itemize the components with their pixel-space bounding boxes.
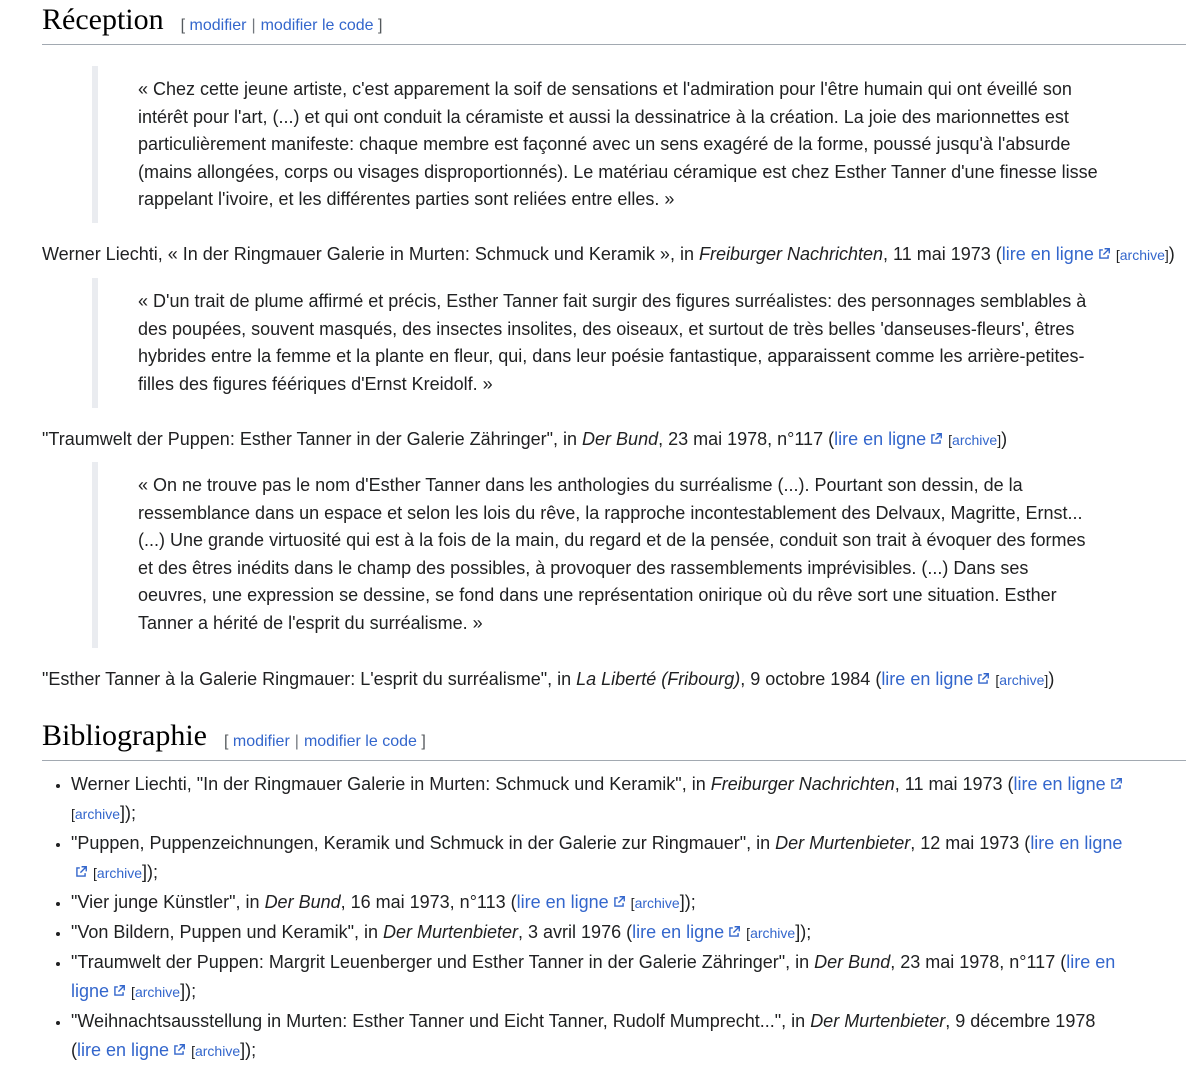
bibliography-item xyxy=(71,1007,1130,1066)
bibliography-edit-link[interactable]: modifier xyxy=(232,733,290,750)
citation-2-archive: [archive] xyxy=(948,432,1002,448)
bib-item-read-online-label: lire en ligne xyxy=(71,952,1116,1001)
bib-item-end: ]); xyxy=(679,892,696,912)
bib-item-read-online-link[interactable] xyxy=(632,922,741,942)
citation-3-date: , 9 octobre 1984 ( xyxy=(740,669,882,689)
bib-item-read-online-label: lire en ligne xyxy=(516,892,609,912)
bib-item-date: , 16 mai 1973, n°113 ( xyxy=(340,892,517,912)
citation-3-archive: [archive] xyxy=(995,672,1049,688)
citation-3-end: ) xyxy=(1048,669,1055,689)
bib-item-read-online-link[interactable] xyxy=(517,892,626,912)
external-link-icon xyxy=(929,432,943,446)
citation-2-source: Der Bund xyxy=(582,429,659,449)
citation-3 xyxy=(42,666,1054,694)
bib-item-read-online-label: lire en ligne xyxy=(77,1040,170,1060)
citation-1-archive: [archive] xyxy=(1115,247,1169,263)
external-link-icon xyxy=(112,984,126,998)
bib-item-archive-link[interactable]: archive xyxy=(634,895,680,911)
bib-item-text: "Traumwelt der Puppen: Margrit Leuenberger und Esther Tanner in der Galerie Zähringer", in xyxy=(71,952,815,972)
citation-1-read-online-label: lire en ligne xyxy=(1001,244,1094,264)
bib-item-archive-link[interactable]: archive xyxy=(134,984,181,1000)
bib-item-read-online-label: lire en ligne xyxy=(1013,774,1106,794)
blockquote-2-text: « D'un trait de plume affirmé et précis, Esther Tanner fait surgir des figures surréalistes: des personnages semblables à des poupées, souvent masqués, des insectes insolites, des oiseaux, et surtout de très belles 'danseuses-fleurs', êtres hybrides entre la femme et la plante en fleur, qui, dans leur poésie fantastique, apparaissent comme les arrière-petites-filles des figures féériques d'Ernst Kreidolf. » xyxy=(138,291,1087,394)
bib-item-date: , 3 avril 1976 ( xyxy=(518,922,633,942)
bib-item-end: ]); xyxy=(795,922,812,942)
bib-item-read-online-label: lire en ligne xyxy=(1030,833,1123,853)
citation-1 xyxy=(42,241,1175,269)
external-link-icon xyxy=(74,865,88,879)
bib-item-text: "Vier junge Künstler", in xyxy=(71,892,265,912)
blockquote-3 xyxy=(92,462,1100,648)
bib-item-date: , 11 mai 1973 ( xyxy=(894,774,1014,794)
bibliography-item xyxy=(71,829,1130,888)
citation-2-date: , 23 mai 1978, n°117 ( xyxy=(658,429,835,449)
reception-title: Réception xyxy=(42,3,164,36)
blockquote-2 xyxy=(92,278,1100,408)
citation-1-text: Werner Liechti, « In der Ringmauer Galerie in Murten: Schmuck und Keramik », in xyxy=(42,244,699,264)
bib-item-end: ]); xyxy=(120,803,137,823)
bib-item-date: , 12 mai 1973 ( xyxy=(910,833,1031,853)
citation-3-read-online-link[interactable] xyxy=(881,669,990,689)
bib-item-archive: [archive xyxy=(746,925,796,941)
bib-item-text: Werner Liechti, "In der Ringmauer Galerie in Murten: Schmuck und Keramik", in xyxy=(71,774,711,794)
bibliography-heading xyxy=(42,716,1186,761)
bib-item-archive: [archive xyxy=(131,984,181,1000)
citation-2-archive-link[interactable]: archive xyxy=(952,432,998,448)
citation-2 xyxy=(42,426,1007,454)
bib-item-source: Der Murtenbieter xyxy=(382,922,519,942)
bib-item-source: Der Bund xyxy=(264,892,341,912)
blockquote-3-text: « On ne trouve pas le nom d'Esther Tanner dans les anthologies du surréalisme (...). Pourtant son dessin, de la ressemblance dans un espace et selon les lois du rêve, la rapproche incontestablement des Delvaux, Magritte, Ernst... (...) Une grande virtuosité qui est à la fois de la main, du regard et de la pensée, conduit son trait à évoquer des formes et des êtres inédits dans le champ des possibles, à provoquer des rassemblements imprévisibles. (...) Dans ses oeuvres, une expression se dessine, se fond dans une représentation onirique où du rêve sort une situation. Esther Tanner a hérité de l'esprit du surréalisme. » xyxy=(138,475,1086,633)
bib-item-archive-link[interactable]: archive xyxy=(96,865,143,881)
bib-item-archive: [archive xyxy=(93,865,143,881)
bib-item-source: Freiburger Nachrichten xyxy=(710,774,895,794)
bib-item-archive-link[interactable]: archive xyxy=(194,1043,241,1059)
bibliography-list xyxy=(42,770,1130,1066)
bibliography-edit-code-link[interactable]: modifier le code xyxy=(303,733,417,750)
bib-item-read-online-link[interactable] xyxy=(1014,774,1123,794)
reception-edit-link[interactable]: modifier xyxy=(189,17,247,34)
citation-2-text: "Traumwelt der Puppen: Esther Tanner in der Galerie Zähringer", in xyxy=(42,429,583,449)
bib-item-archive: [archive xyxy=(71,806,121,822)
bib-item-source: Der Bund xyxy=(814,952,891,972)
reception-edit-code-link[interactable]: modifier le code xyxy=(260,17,374,34)
blockquote-1-text: « Chez cette jeune artiste, c'est apparement la soif de sensations et l'admiration pour l'être humain qui ont éveillé son intérêt pour l'art, (...) et qui ont conduit la céramiste et aussi la dessinatrice à la création. La joie des marionnettes est particulièrement manifeste: chaque membre est façonné avec un sens exagéré de la forme, poussé jusqu'à l'absurde (mains allongées, corps ou visages disproportionnés). Le matériau céramique est chez Esther Tanner d'une finesse lisse rappelant l'ivoire, et les différentes parties sont reliées entre elles. » xyxy=(138,79,1098,210)
reception-edit-section: [ modifier | modifier le code ] xyxy=(180,17,383,34)
bibliography-item xyxy=(71,770,1130,829)
bib-item-archive: [archive xyxy=(630,895,680,911)
external-link-icon xyxy=(172,1043,186,1057)
bib-item-text: "Weihnachtsausstellung in Murten: Esther Tanner und Eicht Tanner, Rudolf Mumprecht...", in xyxy=(71,1011,811,1031)
bibliography-edit-section: [ modifier | modifier le code ] xyxy=(223,733,426,750)
citation-3-text: "Esther Tanner à la Galerie Ringmauer: L'esprit du surréalisme", in xyxy=(42,669,577,689)
citation-2-end: ) xyxy=(1001,429,1008,449)
bib-item-end: ]); xyxy=(180,981,197,1001)
bib-item-read-online-label: lire en ligne xyxy=(632,922,725,942)
citation-3-read-online-label: lire en ligne xyxy=(881,669,974,689)
bib-item-archive: [archive xyxy=(191,1043,241,1059)
blockquote-1 xyxy=(92,66,1100,223)
bib-item-text: "Puppen, Puppenzeichnungen, Keramik und Schmuck in der Galerie zur Ringmauer", in xyxy=(71,833,776,853)
bib-item-end: ]); xyxy=(142,862,159,882)
citation-1-date: , 11 mai 1973 ( xyxy=(883,244,1002,264)
bib-item-source: Der Murtenbieter xyxy=(775,833,911,853)
bib-item-date: , 23 mai 1978, n°117 ( xyxy=(890,952,1067,972)
bibliography-item xyxy=(71,948,1130,1007)
bib-item-archive-link[interactable]: archive xyxy=(750,925,796,941)
citation-1-archive-link[interactable]: archive xyxy=(1119,247,1165,263)
citation-2-read-online-link[interactable] xyxy=(834,429,943,449)
bib-item-archive-link[interactable]: archive xyxy=(74,806,121,822)
external-link-icon xyxy=(1097,247,1111,261)
bib-item-source: Der Murtenbieter xyxy=(810,1011,946,1031)
citation-1-end: ) xyxy=(1168,244,1175,264)
citation-1-read-online-link[interactable] xyxy=(1002,244,1111,264)
citation-3-archive-link[interactable]: archive xyxy=(999,672,1045,688)
external-link-icon xyxy=(976,672,990,686)
citation-1-source: Freiburger Nachrichten xyxy=(698,244,884,264)
citation-2-read-online-label: lire en ligne xyxy=(834,429,927,449)
bibliography-item xyxy=(71,888,1130,918)
bib-item-read-online-link[interactable] xyxy=(77,1040,186,1060)
reception-heading xyxy=(42,0,1186,45)
bib-item-text: "Von Bildern, Puppen und Keramik", in xyxy=(71,922,383,942)
external-link-icon xyxy=(612,895,626,909)
citation-3-source: La Liberté (Fribourg) xyxy=(576,669,741,689)
bib-item-end: ]); xyxy=(240,1040,257,1060)
bibliography-title: Bibliographie xyxy=(42,719,207,752)
external-link-icon xyxy=(1109,777,1123,791)
bibliography-item xyxy=(71,918,1130,948)
bib-item-date: , 9 décembre 1978 ( xyxy=(71,1011,1096,1060)
external-link-icon xyxy=(727,925,741,939)
